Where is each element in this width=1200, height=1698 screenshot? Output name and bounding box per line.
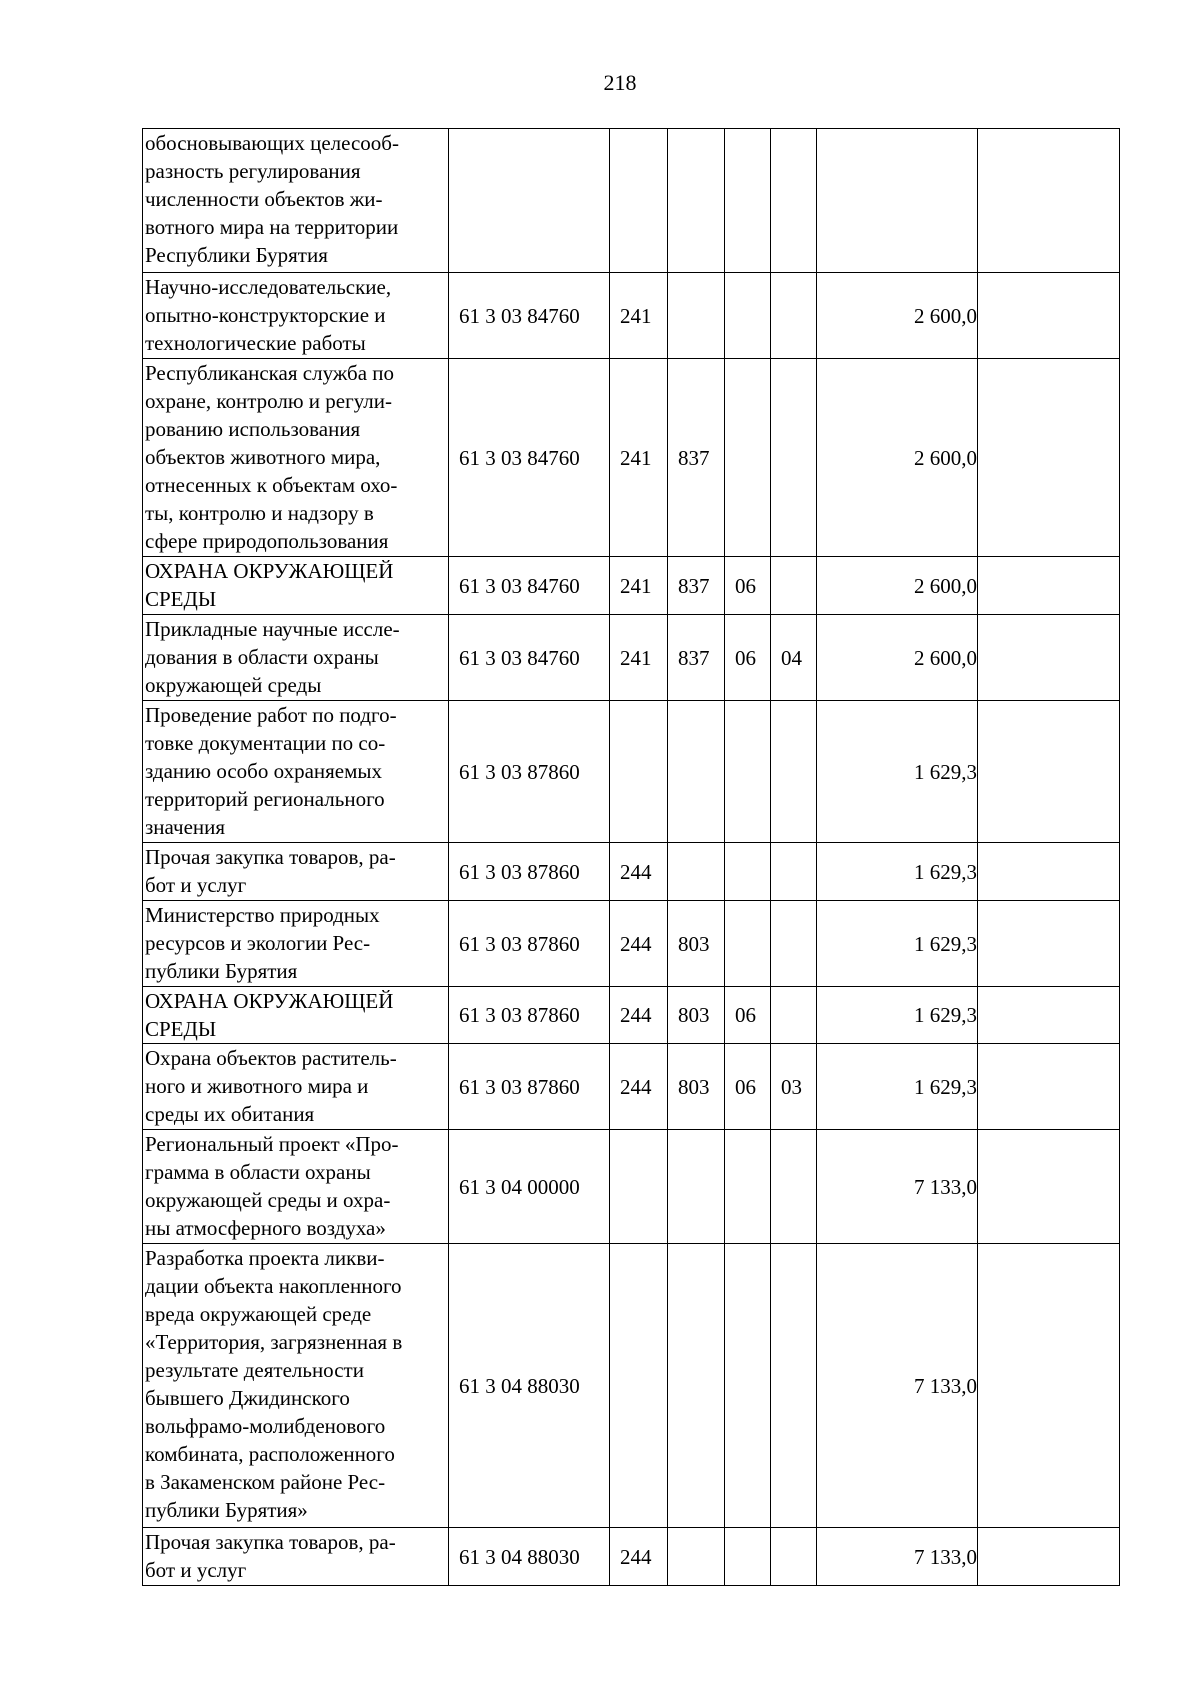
empty-cell (978, 129, 1120, 273)
expense-type-cell: 241 (610, 359, 668, 557)
ministry-code-cell (668, 129, 725, 273)
ministry-code-cell (668, 1528, 725, 1586)
amount-cell: 7 133,0 (817, 1528, 978, 1586)
ministry-code-cell (668, 1130, 725, 1244)
amount-cell (817, 129, 978, 273)
row-name-cell: Прочая закупка товаров, ра- бот и услуг (143, 843, 449, 901)
amount-cell: 2 600,0 (817, 359, 978, 557)
subsection-cell (771, 129, 817, 273)
table-row (143, 557, 1120, 615)
row-name-cell: Охрана объектов раститель- ного и животного мира и среды их обитания (143, 1044, 449, 1130)
section-cell (725, 701, 771, 843)
table-row (143, 1044, 1120, 1130)
subsection-cell (771, 1528, 817, 1586)
table-row (143, 901, 1120, 987)
row-name-cell: Прикладные научные иссле- дования в области охраны окружающей среды (143, 615, 449, 701)
empty-cell (978, 557, 1120, 615)
page-number: 218 (603, 70, 637, 95)
budget-table (142, 128, 1120, 1586)
expense-type-cell (610, 1130, 668, 1244)
section-cell: 06 (725, 615, 771, 701)
row-name-cell: Региональный проект «Про- грамма в области охраны окружающей среды и охра- ны атмосферного воздуха» (143, 1130, 449, 1244)
subsection-cell (771, 987, 817, 1044)
row-name-cell: Научно-исследовательские, опытно-конструкторские и технологические работы (143, 273, 449, 359)
table-row (143, 701, 1120, 843)
row-name-cell: Прочая закупка товаров, ра- бот и услуг (143, 1528, 449, 1586)
section-cell: 06 (725, 987, 771, 1044)
table-row (143, 1244, 1120, 1528)
section-cell: 06 (725, 1044, 771, 1130)
amount-cell: 1 629,3 (817, 901, 978, 987)
empty-cell (978, 273, 1120, 359)
empty-cell (978, 987, 1120, 1044)
empty-cell (978, 615, 1120, 701)
target-article-cell: 61 3 03 87860 (449, 701, 610, 843)
target-article-cell: 61 3 03 87860 (449, 901, 610, 987)
ministry-code-cell: 803 (668, 1044, 725, 1130)
empty-cell (978, 1244, 1120, 1528)
ministry-code-cell: 803 (668, 987, 725, 1044)
expense-type-cell: 241 (610, 615, 668, 701)
amount-cell: 1 629,3 (817, 701, 978, 843)
subsection-cell (771, 901, 817, 987)
row-name-cell: ОХРАНА ОКРУЖАЮЩЕЙ СРЕДЫ (143, 557, 449, 615)
row-name-cell: обосновывающих целесооб- разность регулирования численности объектов жи- вотного мира на территории Республики Бурятия (143, 129, 449, 273)
row-name-cell: Разработка проекта ликви- дации объекта накопленного вреда окружающей среде «Территория, загрязненная в результате деятельности бывшего Джидинского вольфрамо-молибденового комбината, расположенного в Закаменском районе Рес- публики Бурятия» (143, 1244, 449, 1528)
section-cell (725, 901, 771, 987)
row-name-cell: Министерство природных ресурсов и экологии Рес- публики Бурятия (143, 901, 449, 987)
target-article-cell: 61 3 04 00000 (449, 1130, 610, 1244)
expense-type-cell: 244 (610, 843, 668, 901)
target-article-cell (449, 129, 610, 273)
target-article-cell: 61 3 03 87860 (449, 1044, 610, 1130)
ministry-code-cell: 837 (668, 615, 725, 701)
expense-type-cell: 244 (610, 1528, 668, 1586)
empty-cell (978, 1130, 1120, 1244)
expense-type-cell: 244 (610, 987, 668, 1044)
empty-cell (978, 843, 1120, 901)
amount-cell: 2 600,0 (817, 557, 978, 615)
subsection-cell (771, 273, 817, 359)
target-article-cell: 61 3 03 84760 (449, 557, 610, 615)
subsection-cell (771, 701, 817, 843)
subsection-cell (771, 1130, 817, 1244)
subsection-cell: 04 (771, 615, 817, 701)
section-cell (725, 359, 771, 557)
table-row (143, 1130, 1120, 1244)
table-row (143, 129, 1120, 273)
section-cell (725, 1528, 771, 1586)
empty-cell (978, 701, 1120, 843)
target-article-cell: 61 3 03 84760 (449, 615, 610, 701)
row-name-cell: Республиканская служба по охране, контролю и регули- рованию использования объектов животного мира, отнесенных к объектам охо- ты, контролю и надзору в сфере природопользования (143, 359, 449, 557)
amount-cell: 1 629,3 (817, 1044, 978, 1130)
ministry-code-cell (668, 273, 725, 359)
amount-cell: 1 629,3 (817, 987, 978, 1044)
empty-cell (978, 359, 1120, 557)
ministry-code-cell: 803 (668, 901, 725, 987)
ministry-code-cell (668, 701, 725, 843)
row-name-cell: ОХРАНА ОКРУЖАЮЩЕЙ СРЕДЫ (143, 987, 449, 1044)
empty-cell (978, 901, 1120, 987)
table-row (143, 843, 1120, 901)
expense-type-cell: 241 (610, 557, 668, 615)
row-name-cell: Проведение работ по подго- товке документации по со- зданию особо охраняемых территорий регионального значения (143, 701, 449, 843)
table-row (143, 1528, 1120, 1586)
amount-cell: 7 133,0 (817, 1244, 978, 1528)
expense-type-cell (610, 129, 668, 273)
table-row (143, 359, 1120, 557)
expense-type-cell: 244 (610, 901, 668, 987)
amount-cell: 2 600,0 (817, 273, 978, 359)
target-article-cell: 61 3 04 88030 (449, 1528, 610, 1586)
section-cell (725, 843, 771, 901)
amount-cell: 2 600,0 (817, 615, 978, 701)
section-cell (725, 129, 771, 273)
section-cell (725, 1130, 771, 1244)
table-row (143, 987, 1120, 1044)
table-row (143, 615, 1120, 701)
target-article-cell: 61 3 04 88030 (449, 1244, 610, 1528)
target-article-cell: 61 3 03 87860 (449, 843, 610, 901)
expense-type-cell: 241 (610, 273, 668, 359)
section-cell: 06 (725, 557, 771, 615)
ministry-code-cell: 837 (668, 557, 725, 615)
subsection-cell (771, 557, 817, 615)
expense-type-cell: 244 (610, 1044, 668, 1130)
amount-cell: 7 133,0 (817, 1130, 978, 1244)
empty-cell (978, 1528, 1120, 1586)
target-article-cell: 61 3 03 87860 (449, 987, 610, 1044)
expense-type-cell (610, 1244, 668, 1528)
ministry-code-cell: 837 (668, 359, 725, 557)
table-body (143, 129, 1120, 1586)
target-article-cell: 61 3 03 84760 (449, 359, 610, 557)
subsection-cell (771, 359, 817, 557)
subsection-cell (771, 843, 817, 901)
subsection-cell: 03 (771, 1044, 817, 1130)
ministry-code-cell (668, 1244, 725, 1528)
ministry-code-cell (668, 843, 725, 901)
table-row (143, 273, 1120, 359)
target-article-cell: 61 3 03 84760 (449, 273, 610, 359)
section-cell (725, 273, 771, 359)
section-cell (725, 1244, 771, 1528)
amount-cell: 1 629,3 (817, 843, 978, 901)
subsection-cell (771, 1244, 817, 1528)
empty-cell (978, 1044, 1120, 1130)
expense-type-cell (610, 701, 668, 843)
